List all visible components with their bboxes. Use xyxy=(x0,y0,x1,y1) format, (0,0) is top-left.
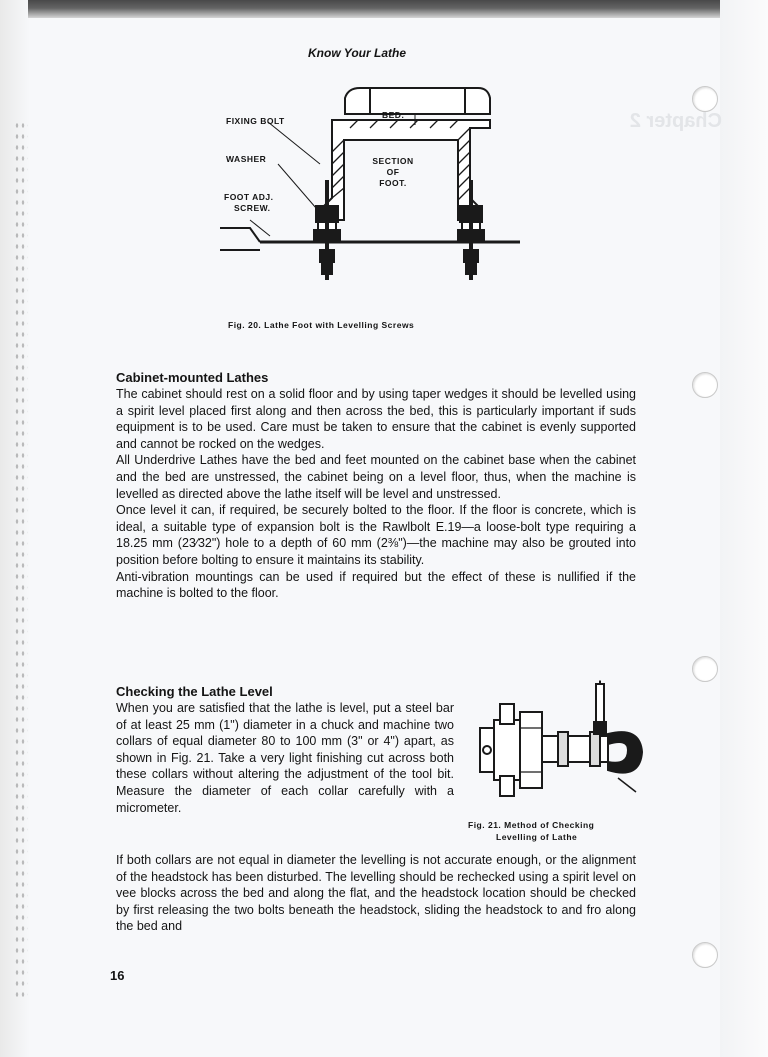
figure-21-caption-line2: Levelling of Lathe xyxy=(496,832,578,842)
binding-perforation-dots xyxy=(14,120,28,1000)
section-1-body xyxy=(116,386,636,602)
bed-label: BED. xyxy=(382,110,405,120)
punch-hole-bottom xyxy=(692,942,718,968)
section-of-foot-label xyxy=(368,156,418,189)
right-margin xyxy=(720,0,768,1057)
bleed-through-heading: Chapter 2 xyxy=(629,110,722,132)
section-2-body xyxy=(116,700,454,816)
punch-hole-lower xyxy=(692,656,718,682)
section-title-cabinet-mounted: Cabinet-mounted Lathes xyxy=(116,370,269,385)
section-label-line2: OF xyxy=(386,167,400,177)
section-2-continuation xyxy=(116,852,636,935)
top-scan-edge xyxy=(28,0,720,18)
paragraph: The cabinet should rest on a solid floor and by using taper wedges it should be levelled using a spirit level placed first along and then across the bed, this is particularly important if suds equipment is to be used. Care must be taken to ensure that the cabinet is evenly supported and cannot be rocked on the wedges. xyxy=(116,387,636,451)
paragraph: Anti-vibration mountings can be used if required but the effect of these is nullified if the machine is bolted to the floor. xyxy=(116,569,636,601)
foot-adj-label-line2: SCREW. xyxy=(234,203,271,213)
punch-hole-top xyxy=(692,86,718,112)
fixing-bolt-label: FIXING BOLT xyxy=(226,116,285,126)
section-label-line3: FOOT. xyxy=(379,178,407,188)
punch-hole-middle xyxy=(692,372,718,398)
washer-label: WASHER xyxy=(226,154,267,164)
running-header: Know Your Lathe xyxy=(308,46,407,60)
figure-20-lathe-foot-diagram xyxy=(220,80,520,300)
foot-adj-label-line1: FOOT ADJ. xyxy=(224,192,274,202)
paragraph: When you are satisfied that the lathe is level, put a steel bar of at least 25 mm (1") diameter in a chuck and machine two collars of equal diameter 80 to 100 mm (3" or 4") apart, as shown in Fig. 21. Take a very light finishing cut across both these collars without altering the adjustment of the tool bit. Measure the diameter of each collar carefully with a micrometer. xyxy=(116,701,454,815)
section-title-checking-level: Checking the Lathe Level xyxy=(116,684,273,699)
paragraph: If both collars are not equal in diameter the levelling is not accurate enough, or the alignment of the headstock has been disturbed. The levelling should be rechecked using a spirit level on vee blocks across the bed and along the flat, and the headstock location should be checked by first releasing the two bolts beneath the headstock, sliding the headstock to and fro along the bed and xyxy=(116,853,636,934)
foot-adj-screw-label xyxy=(224,192,274,214)
figure-21-caption-line1: Fig. 21. Method of Checking xyxy=(468,820,595,830)
page-number: 16 xyxy=(110,968,125,983)
figure-20-caption: Fig. 20. Lathe Foot with Levelling Screws xyxy=(228,320,415,330)
paragraph: Once level it can, if required, be securely bolted to the floor. If the floor is concrete, which is ideal, a suitable type of expansion bolt is the Rawlbolt E.19—a loose-bolt type requiring a 18.25 mm (23⁄32") hole to a depth of 60 mm (2⅜")—the machine may also be grouted into position before bolting to ensure it maintains its stability. xyxy=(116,503,636,567)
section-label-line1: SECTION xyxy=(372,156,414,166)
paragraph: All Underdrive Lathes have the bed and feet mounted on the cabinet base when the cabinet and the bed are unstressed, the cabinet being on a level floor, thus, when the machine is levelled as directed above the lathe itself will be level and unstressed. xyxy=(116,453,636,501)
figure-21-levelling-check-diagram xyxy=(478,682,668,812)
